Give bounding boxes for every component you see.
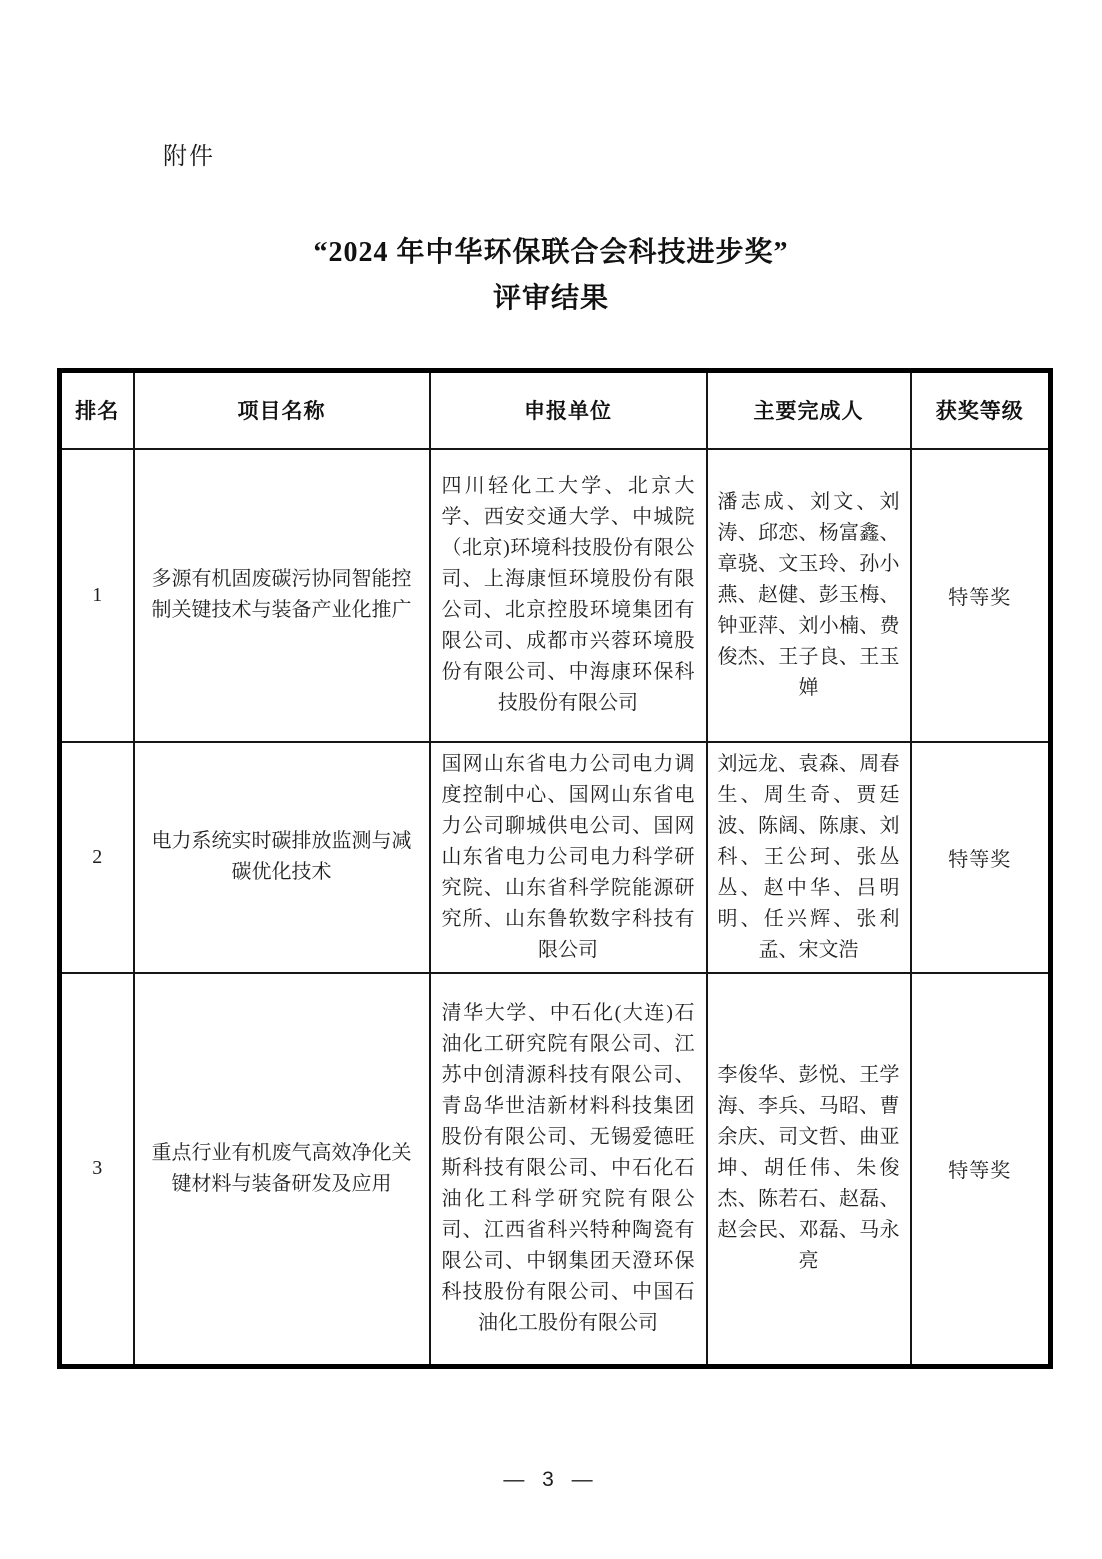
organizations-cell: 国网山东省电力公司电力调度控制中心、国网山东省电力公司聊城供电公司、国网山东省电力公司电力科学研究院、山东省科学院能源研究所、山东鲁软数字科技有限公司 [430, 742, 707, 973]
project-name-cell: 多源有机固废碳污协同智能控制关键技术与装备产业化推广 [134, 449, 430, 742]
attachment-label: 附件 [163, 144, 215, 170]
col-header-applicant-units: 申报单位 [430, 371, 707, 449]
award-level-cell: 特等奖 [911, 449, 1051, 742]
contributors-cell: 李俊华、彭悦、王学海、李兵、马昭、曹余庆、司文哲、曲亚坤、胡任伟、朱俊杰、陈若石、赵磊、赵会民、邓磊、马永亮 [707, 973, 911, 1367]
table-row [60, 449, 1051, 742]
table-header-row [60, 371, 1051, 449]
organizations-cell: 四川轻化工大学、北京大学、西安交通大学、中城院（北京)环境科技股份有限公司、上海康恒环境股份有限公司、北京控股环境集团有限公司、成都市兴蓉环境股份有限公司、中海康环保科技股份有限公司 [430, 449, 707, 742]
contributors-cell: 刘远龙、袁森、周春生、周生奇、贾廷波、陈阔、陈康、刘科、王公珂、张丛丛、赵中华、吕明明、任兴辉、张利孟、宋文浩 [707, 742, 911, 973]
col-header-rank: 排名 [60, 371, 134, 449]
award-level-cell: 特等奖 [911, 973, 1051, 1367]
table-row [60, 973, 1051, 1367]
col-header-award-level: 获奖等级 [911, 371, 1051, 449]
rank-cell: 2 [60, 742, 134, 973]
project-name-cell: 重点行业有机废气高效净化关键材料与装备研发及应用 [134, 973, 430, 1367]
col-header-project-name: 项目名称 [134, 371, 430, 449]
document-title-line1: “2024 年中华环保联合会科技进步奖” [313, 237, 789, 268]
col-header-main-contributors: 主要完成人 [707, 371, 911, 449]
page-number: — 3 — [503, 1468, 599, 1491]
contributors-cell: 潘志成、刘文、刘涛、邱恋、杨富鑫、章骁、文玉玲、孙小燕、赵健、彭玉梅、钟亚萍、刘小楠、费俊杰、王子良、王玉婵 [707, 449, 911, 742]
rank-cell: 1 [60, 449, 134, 742]
project-name-cell: 电力系统实时碳排放监测与减碳优化技术 [134, 742, 430, 973]
award-level-cell: 特等奖 [911, 742, 1051, 973]
results-table [57, 368, 1053, 1369]
document-title-line2: 评审结果 [492, 283, 609, 314]
document-title [0, 230, 1102, 322]
organizations-cell: 清华大学、中石化(大连)石油化工研究院有限公司、江苏中创清源科技有限公司、青岛华世洁新材料科技集团股份有限公司、无锡爱德旺斯科技有限公司、中石化石油化工科学研究院有限公司、江西省科兴特种陶瓷有限公司、中钢集团天澄环保科技股份有限公司、中国石油化工股份有限公司 [430, 973, 707, 1367]
rank-cell: 3 [60, 973, 134, 1367]
table-row [60, 742, 1051, 973]
